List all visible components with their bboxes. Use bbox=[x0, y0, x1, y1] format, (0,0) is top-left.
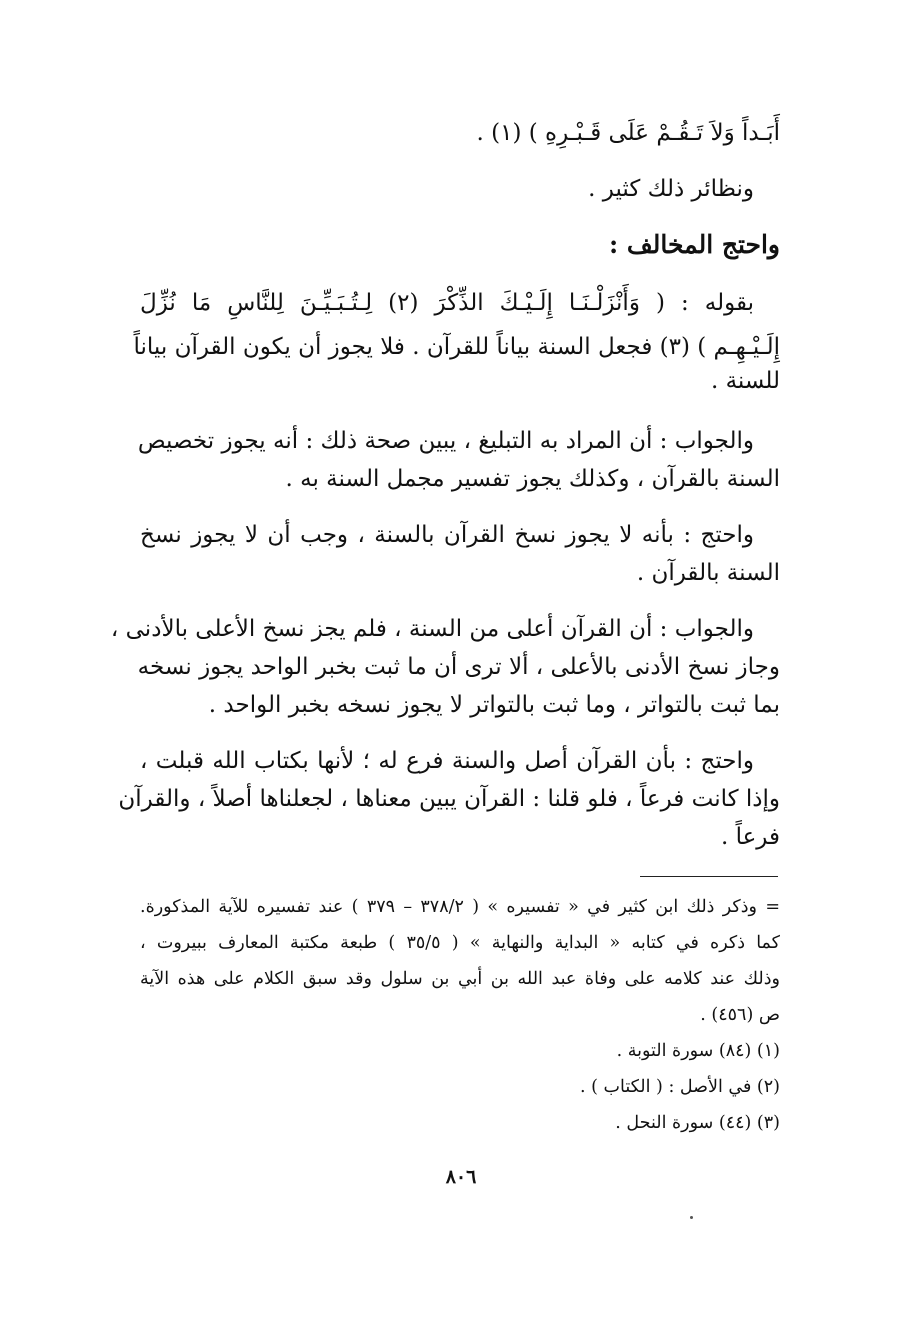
text-line: واحتج : بأنه لا يجوز نسخ القرآن بالسنة ، وجب أن لا يجوز نسخ bbox=[140, 522, 754, 548]
page-number: ٨٠٦ bbox=[445, 1166, 477, 1188]
footnote-separator bbox=[640, 876, 778, 877]
text-line: السنة بالقرآن ، وكذلك يجوز تفسير مجمل السنة به . bbox=[285, 466, 780, 492]
text-line: بما ثبت بالتواتر ، وما ثبت بالتواتر لا يجوز نسخه بخبر الواحد . bbox=[208, 692, 780, 718]
text-line: وإذا كانت فرعاً ، فلو قلنا : القرآن يبين معناها ، لجعلناها أصلاً ، والقرآن bbox=[118, 786, 780, 812]
text-line: السنة بالقرآن . bbox=[636, 560, 780, 586]
section-heading: واحتج المخالف : bbox=[608, 230, 780, 259]
text-line: بقوله : ( وَأَنْزَلْـنَـا إِلَـيْـكَ الذِّكْرَ (٢) لِـتُـبَـيِّـنَ لِلنَّاسِ مَا نُزِّلَ bbox=[140, 290, 754, 316]
text-line: والجواب : أن القرآن أعلى من السنة ، فلم يجز نسخ الأعلى بالأدنى ، bbox=[110, 616, 754, 642]
text-line: واحتج : بأن القرآن أصل والسنة فرع له ؛ لأنها بكتاب الله قبلت ، bbox=[140, 748, 754, 774]
text-line: للسنة . bbox=[710, 368, 780, 394]
text-line: أَبَـداً وَلاَ تَـقُـمْ عَلَى قَـبْـرِهِ ) (١) . bbox=[476, 120, 780, 146]
text-line: ونظائر ذلك كثير . bbox=[588, 176, 754, 202]
footnote-line: (١) (٨٤) سورة التوبة . bbox=[616, 1041, 780, 1061]
text-line: إِلَـيْـهِـم ) (٣) فجعل السنة بياناً للقرآن . فلا يجوز أن يكون القرآن بياناً bbox=[133, 334, 780, 360]
text-line: فرعاً . bbox=[720, 824, 780, 850]
text-line: وجاز نسخ الأدنى بالأعلى ، ألا ترى أن ما ثبت بخبر الواحد يجوز نسخه bbox=[137, 654, 780, 680]
footnote-line: (٣) (٤٤) سورة النحل . bbox=[615, 1113, 780, 1133]
footnote-line: (٢) في الأصل : ( الكتاب ) . bbox=[580, 1077, 780, 1097]
footnote-line: ص (٤٥٦) . bbox=[700, 1005, 780, 1025]
footnote-line: كما ذكره في كتابه « البداية والنهاية » ( ٣٥/٥ ) طبعة مكتبة المعارف ببيروت ، bbox=[140, 933, 780, 953]
scan-speck bbox=[690, 1216, 693, 1219]
footnote-line: = وذكر ذلك ابن كثير في « تفسيره » ( ٣٧٨/٢ – ٣٧٩ ) عند تفسيره للآية المذكورة. bbox=[140, 897, 780, 917]
footnote-line: وذلك عند كلامه على وفاة عبد الله بن أبي بن سلول وقد سبق الكلام على هذه الآية bbox=[140, 969, 780, 989]
text-line: والجواب : أن المراد به التبليغ ، يبين صحة ذلك : أنه يجوز تخصيص bbox=[137, 428, 754, 454]
